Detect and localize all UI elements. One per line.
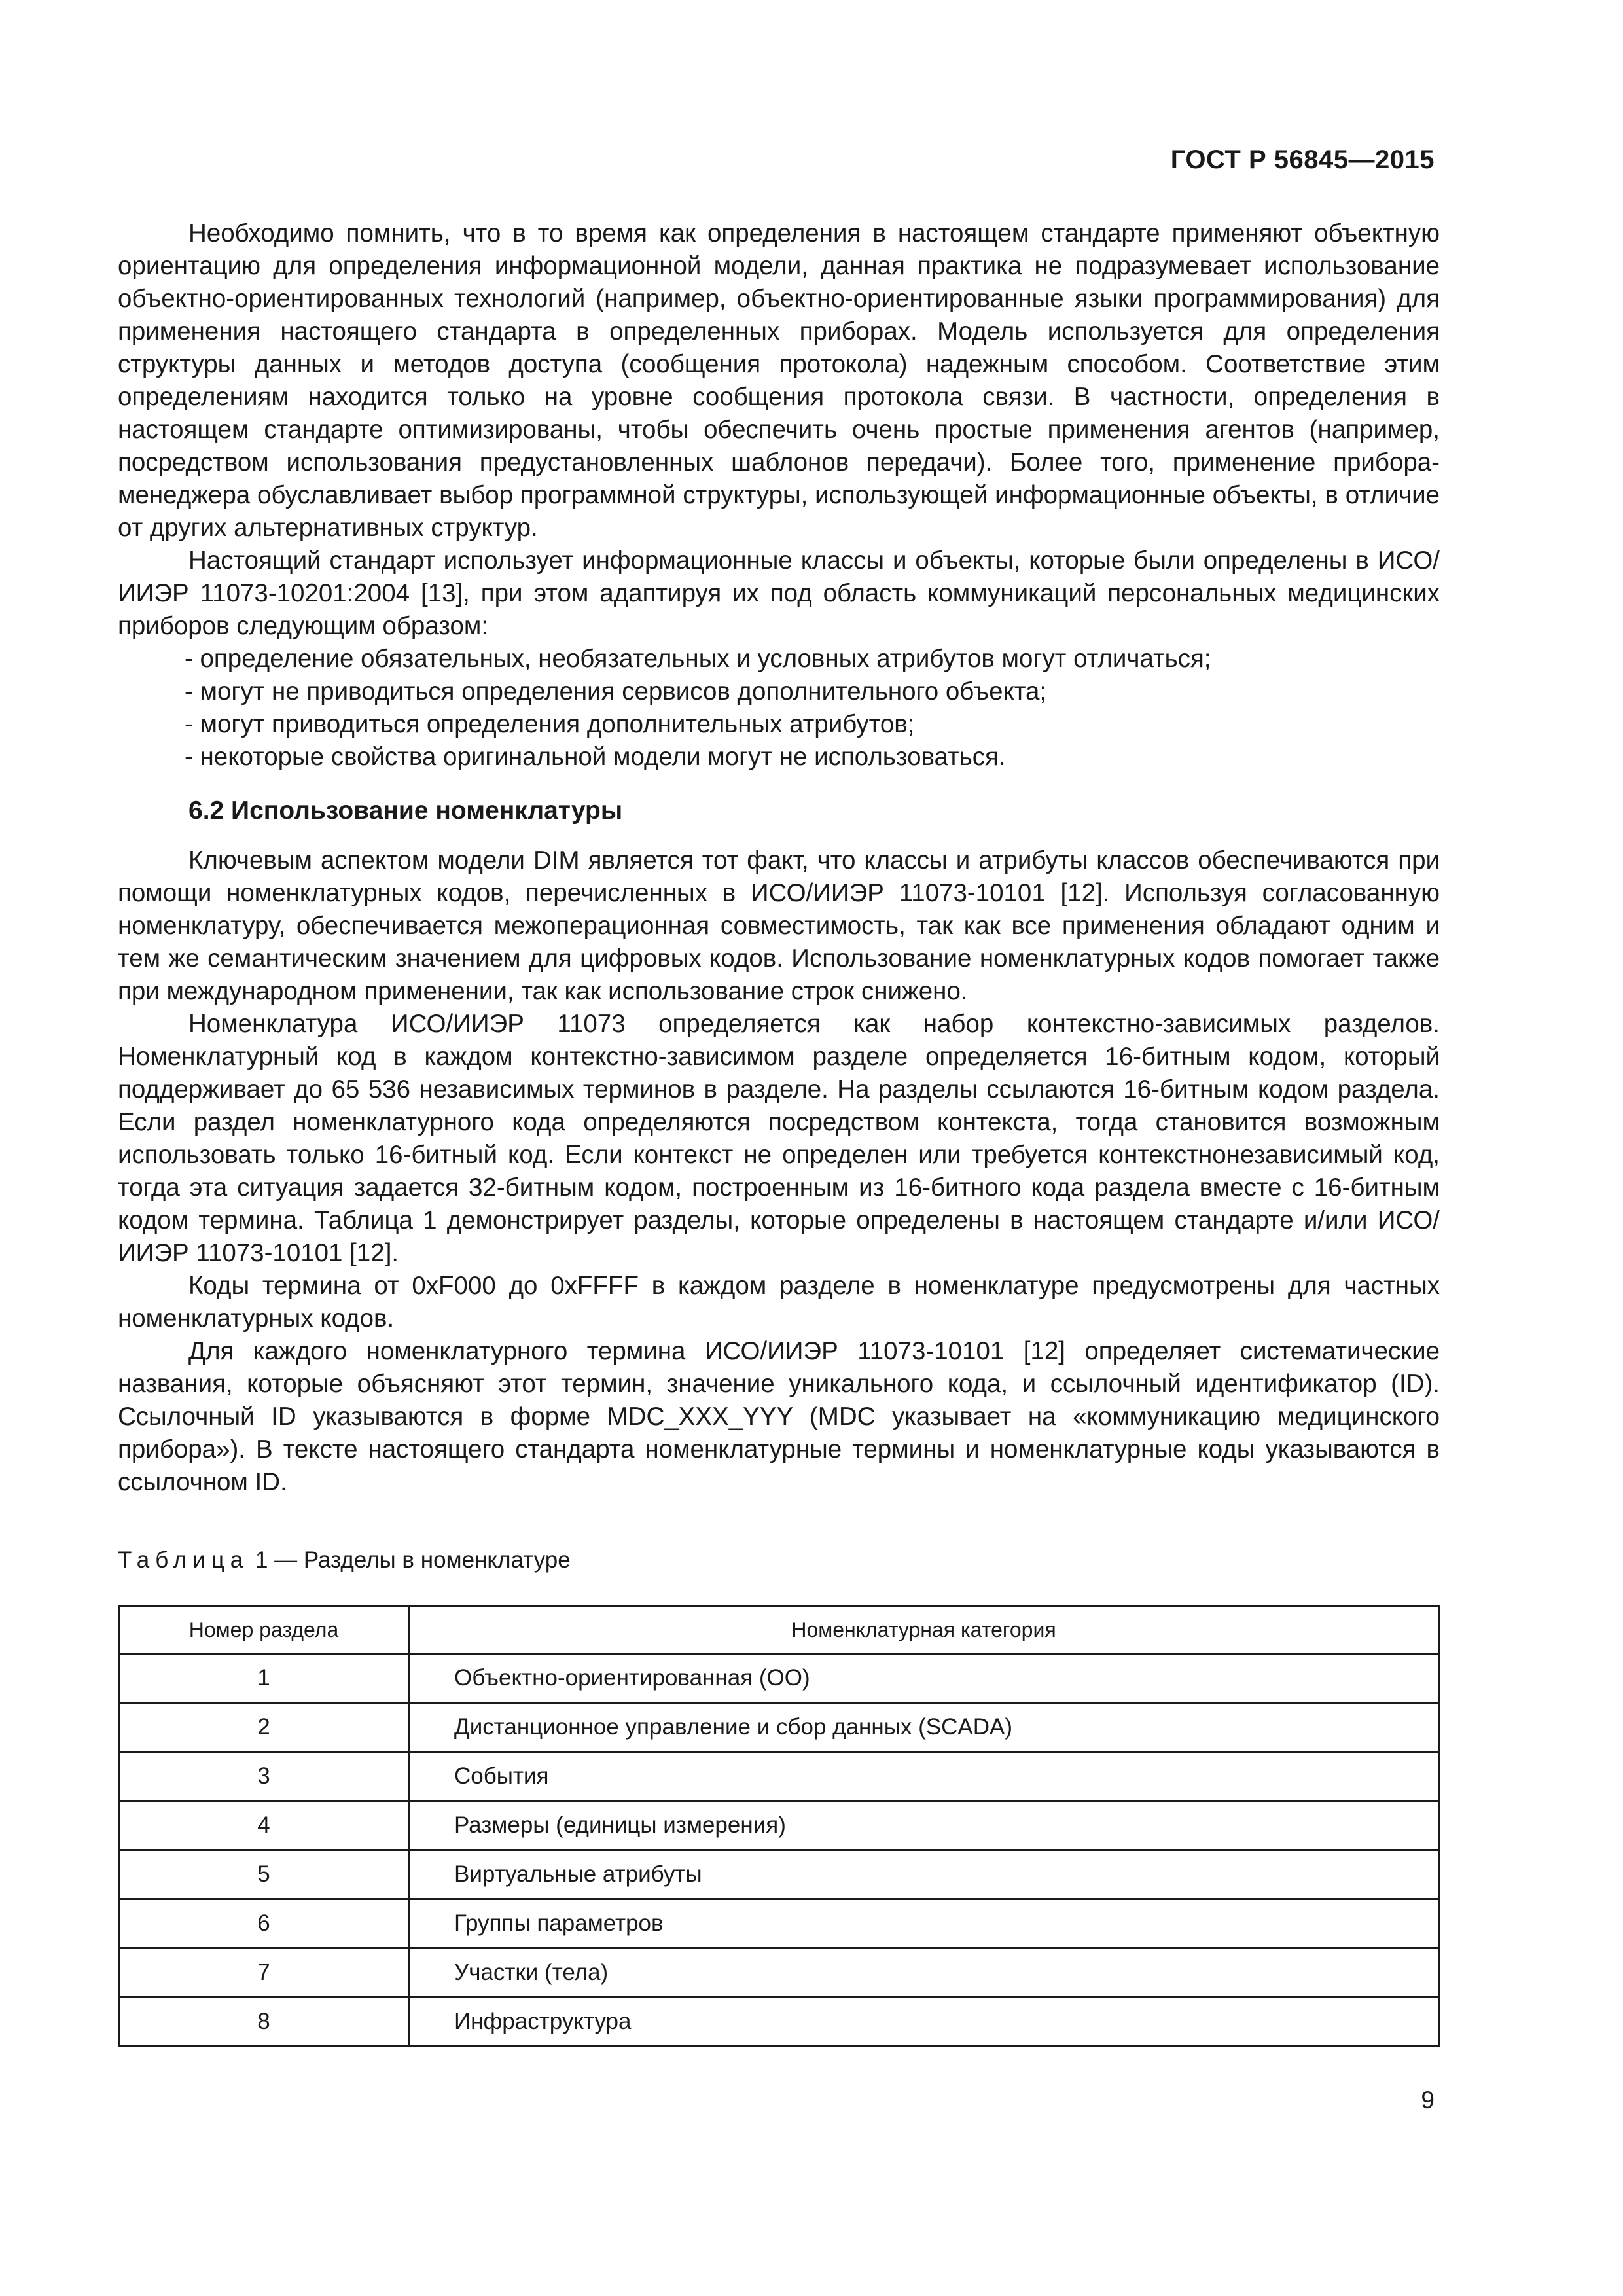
cell-category: Группы параметров <box>409 1899 1439 1948</box>
body-content <box>118 217 1440 1499</box>
cell-category: События <box>409 1752 1439 1801</box>
table-row <box>119 1850 1439 1899</box>
cell-partition-number: 2 <box>119 1703 409 1752</box>
cell-category: Объектно-ориентированная (ОО) <box>409 1654 1439 1703</box>
cell-partition-number: 1 <box>119 1654 409 1703</box>
table-caption-label: Таблица <box>118 1547 249 1573</box>
cell-category: Участки (тела) <box>409 1948 1439 1998</box>
table-caption <box>118 1546 571 1575</box>
cell-category: Виртуальные атрибуты <box>409 1850 1439 1899</box>
cell-partition-number: 6 <box>119 1899 409 1948</box>
paragraph-reference-id: Для каждого номенклатурного термина ИСО/ИИЭР 11073-10101 [12] определяет систематические названия, которые объясняют этот термин, значение уникального кода, и ссылочный идентификатор (ID). Ссылочный ID указываются в форме MDC_XXX_YYY (MDC указывает на «коммуникацию медицинского прибора»). В тексте настоящего стандарта номенклатурные термины и номенклатурные коды указываются в ссылочном ID. <box>118 1337 1440 1496</box>
cell-category: Инфраструктура <box>409 1998 1439 2047</box>
header-nomenclature-category: Номенклатурная категория <box>409 1606 1439 1654</box>
paragraph-dim-model: Ключевым аспектом модели DIM является тот факт, что классы и атрибуты классов обеспечиваются при помощи номенклатурных кодов, перечисленных в ИСО/ИИЭР 11073-10101 [12]. Используя согласованную номенклатуру, обеспечивается межоперационная совместимость, так как все применения обладают одним и тем же семантическим значением для цифровых кодов. Использование номенклатурных кодов помогает также при международном применении, так как использование строк снижено. <box>118 846 1440 1005</box>
list-item: - определение обязательных, необязательных и условных атрибутов могут отличаться; <box>185 645 1211 673</box>
section-title: 6.2 Использование номенклатуры <box>188 797 623 825</box>
cell-partition-number: 3 <box>119 1752 409 1801</box>
table-row <box>119 1801 1439 1850</box>
table-row <box>119 1752 1439 1801</box>
partitions-table <box>118 1605 1440 2047</box>
paragraph-private-codes: Коды термина от 0xF000 до 0xFFFF в каждом разделе в номенклатуре предусмотрены для частных номенклатурных кодов. <box>118 1272 1440 1333</box>
table-row <box>119 1703 1439 1752</box>
cell-category: Дистанционное управление и сбор данных (SCADA) <box>409 1703 1439 1752</box>
header-partition-number: Номер раздела <box>119 1606 409 1654</box>
table-row <box>119 1899 1439 1948</box>
list-item: - могут приводиться определения дополнительных атрибутов; <box>185 710 915 738</box>
paragraph-object-orientation: Необходимо помнить, что в то время как определения в настоящем стандарте применяют объектную ориентацию для определения информационной модели, данная практика не подразумевает использование объектно-ориентированных технологий (например, объектно-ориентированные языки программирования) для применения настоящего стандарта в определенных приборах. Модель используется для определения структуры данных и методов доступа (сообщения протокола) надежным способом. Соответствие этим определениям находится только на уровне сообщения протокола связи. В частности, определения в настоящем стандарте оптимизированы, чтобы обеспечить очень простые применения агентов (например, посредством использования предустановленных шаблонов передачи). Более того, применение прибора-менеджера обуславливает выбор программной структуры, использующей информационные объекты, в отличие от других альтернативных структур. <box>118 219 1440 542</box>
list-item: - могут не приводиться определения сервисов дополнительного объекта; <box>185 677 1047 706</box>
page-number: 9 <box>1421 2087 1435 2113</box>
cell-partition-number: 7 <box>119 1948 409 1998</box>
cell-partition-number: 8 <box>119 1998 409 2047</box>
cell-partition-number: 4 <box>119 1801 409 1850</box>
table-row <box>119 1654 1439 1703</box>
document-id-header: ГОСТ Р 56845—2015 <box>1170 145 1435 174</box>
list-item: - некоторые свойства оригинальной модели могут не использоваться. <box>185 743 1006 771</box>
paragraph-nomenclature-partitions: Номенклатура ИСО/ИИЭР 11073 определяется как набор контекстно-зависимых разделов. Номенклатурный код в каждом контекстно-зависимом разделе определяется 16-битным кодом, который поддерживает до 65 536 независимых терминов в разделе. На разделы ссылаются 16-битным кодом раздела. Если раздел номенклатурного кода определяются посредством контекста, тогда становится возможным использовать только 16-битный код. Если контекст не определен или требуется контекстнонезависимый код, тогда эта ситуация задается 32-битным кодом, построенным из 16-битного кода раздела вместе с 16-битным кодом термина. Таблица 1 демонстрирует разделы, которые определены в настоящем стандарте и/или ИСО/ИИЭР 11073-10101 [12]. <box>118 1010 1440 1267</box>
table-caption-title: 1 — Разделы в номенклатуре <box>249 1547 571 1573</box>
table-header-row <box>119 1606 1439 1654</box>
table-row <box>119 1998 1439 2047</box>
paragraph-information-classes: Настоящий стандарт использует информационные классы и объекты, которые были определены в ИСО/ИИЭР 11073-10201:2004 [13], при этом адаптируя их под область коммуникаций персональных медицинских приборов следующим образом: <box>118 547 1440 640</box>
table-row <box>119 1948 1439 1998</box>
cell-category: Размеры (единицы измерения) <box>409 1801 1439 1850</box>
adaptation-list <box>118 643 1440 774</box>
cell-partition-number: 5 <box>119 1850 409 1899</box>
